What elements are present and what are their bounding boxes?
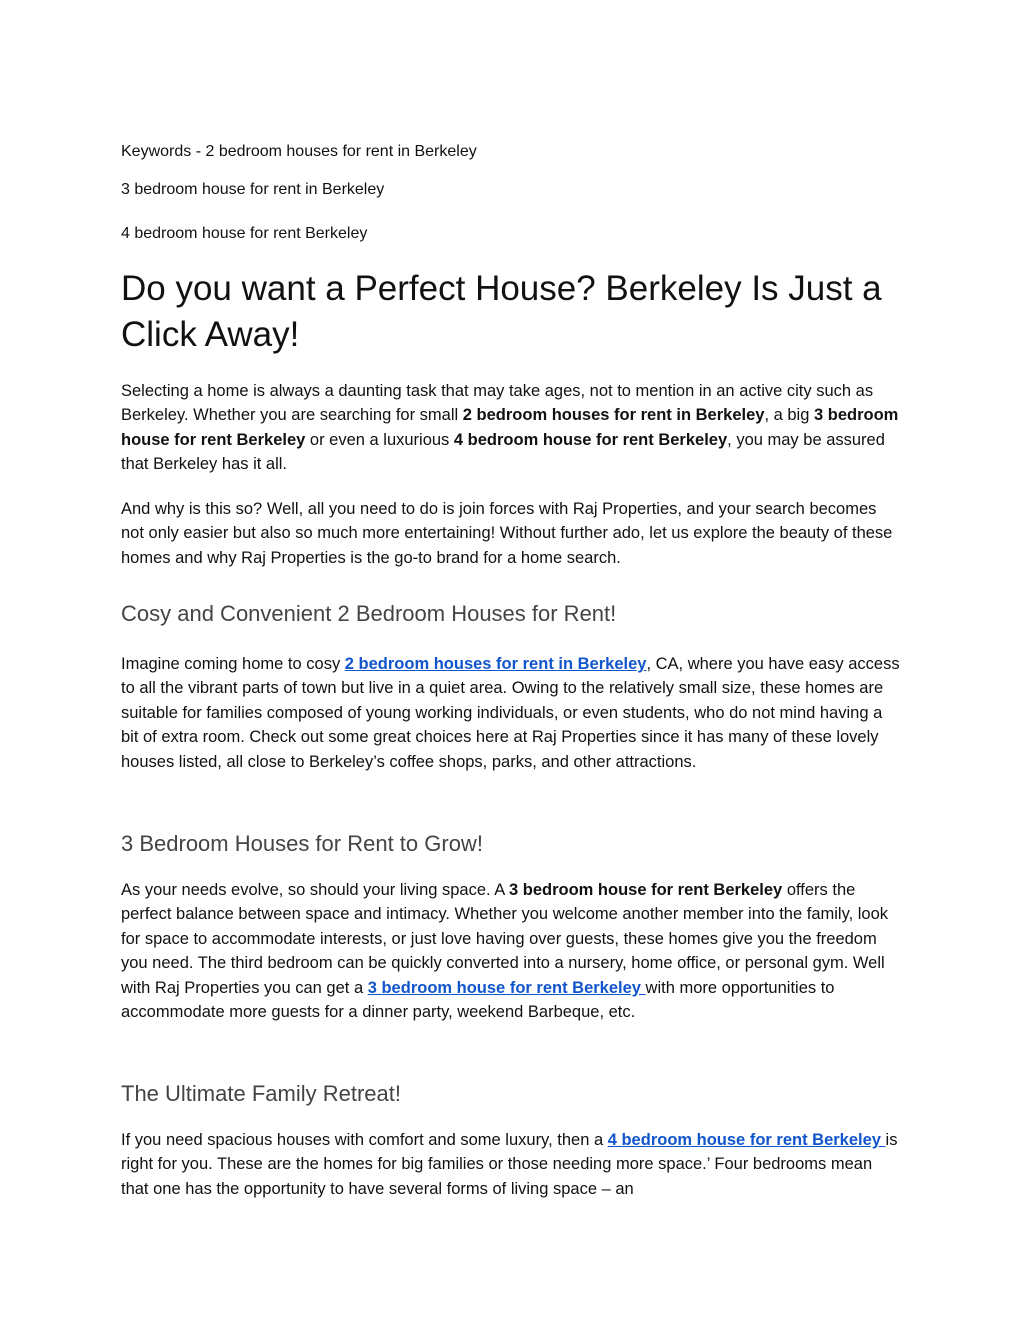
link-3-bedroom[interactable]: 3 bedroom house for rent Berkeley [367, 978, 646, 997]
keyword-line: 4 bedroom house for rent Berkeley [121, 225, 368, 242]
keyword-line: 3 bedroom house for rent in Berkeley [121, 181, 385, 198]
section-paragraph: As your needs evolve, so should your living space. A 3 bedroom house for rent Berkeley offers the perfect balance between space and intimacy. Whether you welcome another member into the family, look for space to accommodate interests, or just love having over guests, these homes give you the freedom you need. The third bedroom can be quickly converted into a nursery, home office, or personal gym. Well with Raj Properties you can get a 3 bedroom house for rent Berkeley with more opportunities to accommodate more guests for a dinner party, weekend Barbeque, etc. [121, 881, 889, 1022]
section-heading-family-retreat: The Ultimate Family Retreat! [121, 1081, 401, 1106]
intro-paragraph: Selecting a home is always a daunting task that may take ages, not to mention in an active city such as Berkeley. Whether you are searching for small 2 bedroom houses for rent in Berkeley, a big 3 bedroom house for rent Berkeley or even a luxurious 4 bedroom house for rent Berkeley, you may be assured that Berkeley has it all. [121, 382, 899, 474]
section-heading-3-bedroom: 3 Bedroom Houses for Rent to Grow! [121, 831, 483, 856]
keyword-bold: 2 bedroom houses for rent in Berkeley [462, 406, 765, 425]
section-paragraph: Imagine coming home to cosy 2 bedroom houses for rent in Berkeley, CA, where you have easy access to all the vibrant parts of town but live in a quiet area. Owing to the relatively small size, these homes are suitable for families composed of young working individuals, or even students, who do not mind having a bit of extra room. Check out some great choices here at Raj Properties since it has many of these lovely houses listed, all close to Berkeley’s coffee shops, parks, and other attractions. [121, 655, 900, 771]
page-title: Do you want a Perfect House? Berkeley Is Just a Click Away! [121, 269, 882, 354]
link-2-bedroom[interactable]: 2 bedroom houses for rent in Berkeley [344, 655, 647, 673]
paragraph: And why is this so? Well, all you need to do is join forces with Raj Properties, and your search becomes not only easier but also so much more entertaining! Without further ado, let us explore the beauty of these homes and why Raj Properties is the go-to brand for a home search. [121, 500, 893, 567]
section-heading-2-bedroom: Cosy and Convenient 2 Bedroom Houses for Rent! [121, 601, 617, 626]
link-4-bedroom[interactable]: 4 bedroom house for rent Berkeley [607, 1131, 886, 1149]
keyword-bold: 4 bedroom house for rent Berkeley [453, 430, 728, 449]
keyword-bold: 3 bedroom house for rent Berkeley [508, 881, 783, 899]
section-paragraph: If you need spacious houses with comfort and some luxury, then a 4 bedroom house for rent Berkeley is right for you. These are the homes for big families or those needing more space.’ Four bedrooms mean that one has the opportunity to have several forms of living space – an [121, 1131, 898, 1198]
keyword-bold: 3 bedroom house for rent Berkeley [121, 406, 899, 449]
keywords-line: Keywords - 2 bedroom houses for rent in Berkeley [121, 143, 477, 160]
